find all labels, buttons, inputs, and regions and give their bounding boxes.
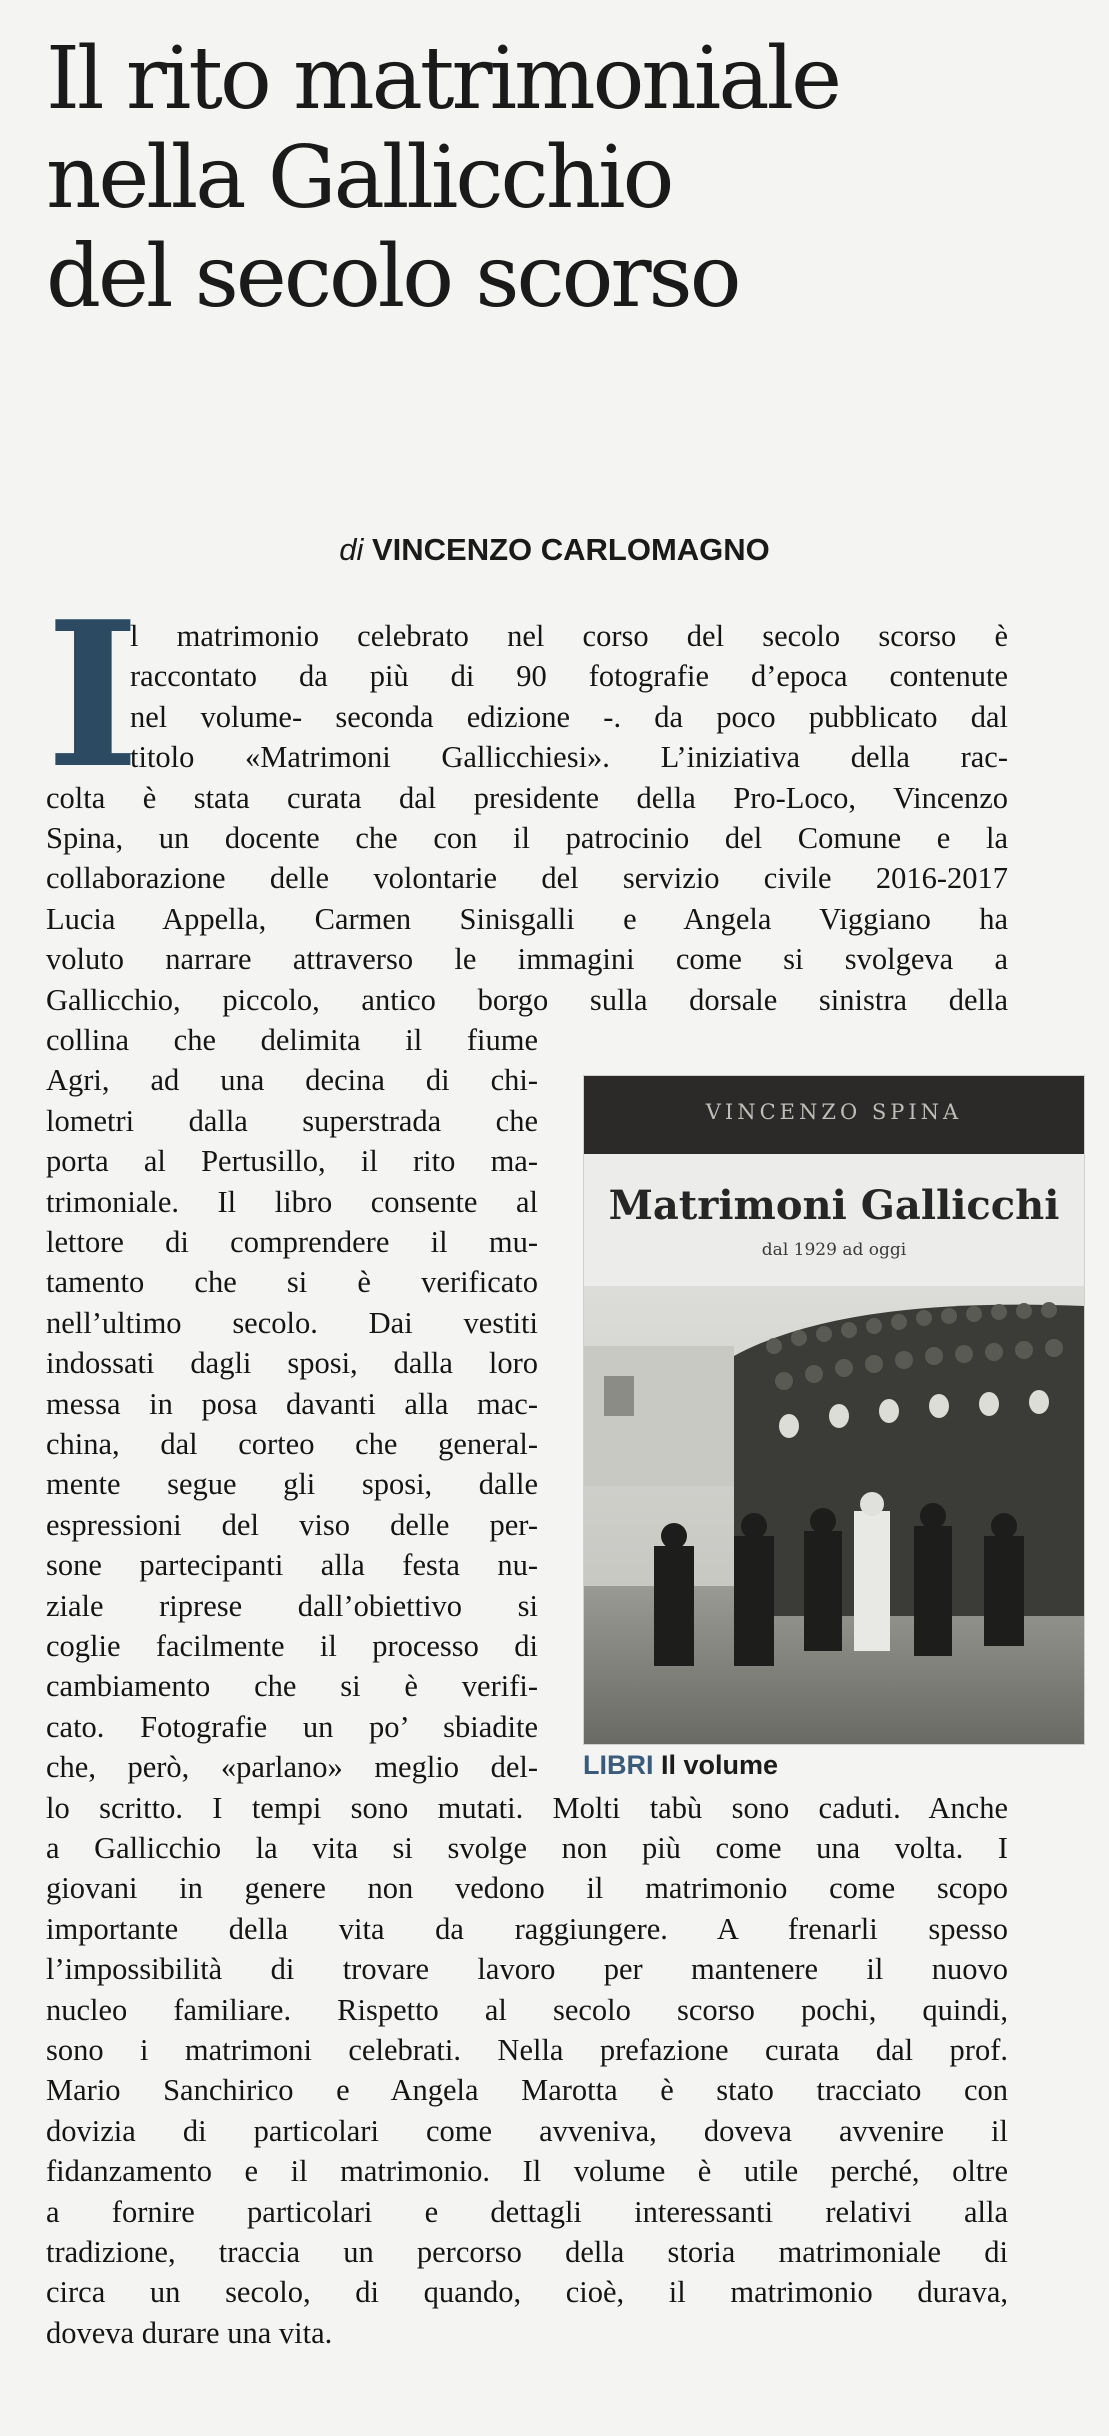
body-line: Spina, un docente che con il patrocinio del Comune e la (46, 821, 1008, 855)
body-line: che, però, «parlano» meglio del- (46, 1750, 538, 1785)
body-line: trimoniale. Il libro consente al (46, 1184, 538, 1219)
cover-title: Matrimoni Gallicchi (608, 1182, 1060, 1229)
body-line: nel volume- seconda edizione -. da poco pubblicato dal (130, 699, 1008, 734)
body-line: dovizia di particolari come avveniva, doveva avvenire il (46, 2113, 1008, 2148)
headline-line-3: del secolo scorso (46, 227, 739, 327)
body-line: sone partecipanti alla festa nu- (46, 1548, 538, 1583)
body-line: circa un secolo, di quando, cioè, il matrimonio durava, (46, 2275, 1008, 2310)
headline-line-1: Il rito matrimoniale (46, 29, 839, 129)
body-line: cambiamento che si è verifi- (46, 1669, 538, 1704)
book-cover-image (583, 1075, 1085, 1745)
body-line: indossati dagli sposi, dalla loro (46, 1346, 538, 1381)
body-line: fidanzamento e il matrimonio. Il volume è utile perché, oltre (46, 2154, 1008, 2189)
body-line: nell’ultimo secolo. Dai vestiti (46, 1305, 538, 1340)
body-line: Gallicchio, piccolo, antico borgo sulla dorsale sinistra della (46, 982, 1008, 1017)
caption-tag: LIBRI (583, 1750, 654, 1780)
drop-cap: I (46, 578, 140, 813)
body-line: Mario Sanchirico e Angela Marotta è stato tracciato con (46, 2073, 1008, 2108)
cover-subtitle: dal 1929 ad oggi (761, 1240, 907, 1260)
body-line: tamento che si è verificato (46, 1265, 538, 1300)
body-line: colta è stata curata dal presidente della Pro-Loco, Vincenzo (46, 780, 1008, 815)
body-line: giovani in genere non vedono il matrimonio come scopo (46, 1871, 1008, 1906)
body-line: ziale riprese dall’obiettivo si (46, 1588, 538, 1623)
body-line: tradizione, traccia un percorso della storia matrimoniale di (46, 2235, 1008, 2269)
body-line: messa in posa davanti alla mac- (46, 1386, 538, 1421)
caption-text: Il volume (661, 1750, 779, 1780)
body-line: lometri dalla superstrada che (46, 1103, 538, 1138)
headline-line-2: nella Gallicchio (46, 128, 672, 228)
body-line: importante della vita da raggiungere. A frenarli spesso (46, 1911, 1008, 1946)
headline (46, 30, 1086, 327)
body-line: l’impossibilità di trovare lavoro per mantenere il nuovo (46, 1952, 1008, 1987)
body-line: collina che delimita il fiume (46, 1023, 538, 1057)
body-line: espressioni del viso delle per- (46, 1507, 538, 1542)
body-line: mente segue gli sposi, dalle (46, 1467, 538, 1502)
body-line: nucleo familiare. Rispetto al secolo scorso pochi, quindi, (46, 1992, 1008, 2027)
wedding-crowd-photo (584, 1286, 1084, 1744)
photo-caption (583, 1750, 778, 1781)
cover-author: VINCENZO SPINA (705, 1100, 963, 1124)
body-line: l matrimonio celebrato nel corso del secolo scorso è (130, 619, 1008, 653)
body-line: Agri, ad una decina di chi- (46, 1063, 538, 1098)
body-line: titolo «Matrimoni Gallicchiesi». L’iniziativa della rac- (130, 740, 1008, 775)
body-line: coglie facilmente il processo di (46, 1629, 538, 1663)
body-line: Lucia Appella, Carmen Sinisgalli e Angela Viggiano ha (46, 901, 1008, 936)
body-line: a Gallicchio la vita si svolge non più come una volta. I (46, 1831, 1008, 1865)
body-line: lo scritto. I tempi sono mutati. Molti tabù sono caduti. Anche (46, 1790, 1008, 1825)
byline-author: VINCENZO CARLOMAGNO (371, 532, 770, 567)
body-line: sono i matrimoni celebrati. Nella prefazione curata dal prof. (46, 2033, 1008, 2067)
body-line: collaborazione delle volontarie del servizio civile 2016-2017 (46, 861, 1008, 896)
byline (0, 532, 1109, 568)
body-line: voluto narrare attraverso le immagini come si svolgeva a (46, 942, 1008, 977)
byline-prefix: di (339, 532, 364, 567)
body-line: porta al Pertusillo, il rito ma- (46, 1144, 538, 1179)
body-line: raccontato da più di 90 fotografie d’epoca contenute (130, 659, 1008, 694)
body-line: a fornire particolari e dettagli interessanti relativi alla (46, 2194, 1008, 2229)
body-line: doveva durare una vita. (46, 2315, 333, 2350)
body-line: cato. Fotografie un po’ sbiadite (46, 1709, 538, 1744)
body-line: lettore di comprendere il mu- (46, 1225, 538, 1259)
body-line: china, dal corteo che general- (46, 1427, 538, 1461)
